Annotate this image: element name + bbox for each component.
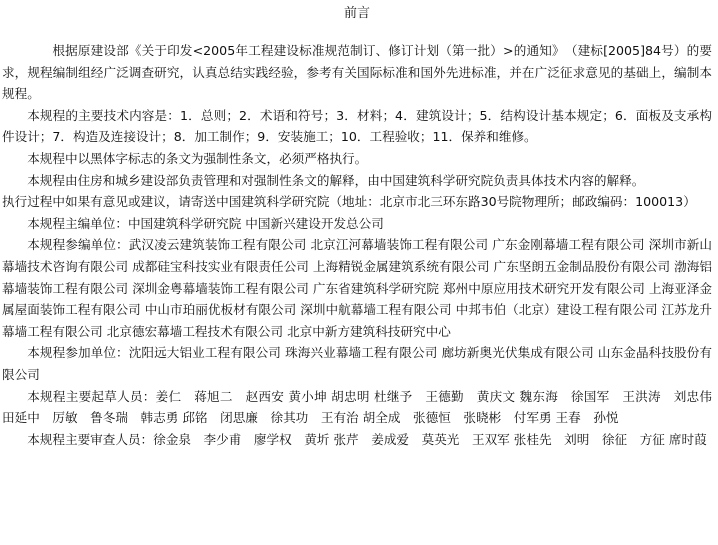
paragraph-chief-units: 本规程主编单位：中国建筑科学研究院 中国新兴建设开发总公司 — [27, 215, 384, 231]
paragraph-joining-units: 本规程参加单位：沈阳远大铝业工程有限公司 珠海兴业幕墙工程有限公司 廊坊新奥光伏集成有限公司 山东金晶科技股份有限公司 — [2, 345, 712, 382]
paragraph-drafters: 本规程主要起草人员：姜仁 蒋旭二 赵西安 黄小坤 胡忠明 杜继予 王德勤 黄庆文 魏东海 徐国军 王洪涛 刘忠伟 田延中 厉敏 鲁冬瑞 韩志勇 邱铭 闭思廉 徐其功 王有治 胡全成 张德恒 张晓彬 付军勇 王春 孙悦 — [2, 388, 712, 426]
paragraph-reviewers: 本规程主要审查人员：徐金泉 李少甫 廖学权 黄圻 张芹 姜成爱 莫英光 王双军 张桂先 刘明 徐征 方征 席时葭 — [27, 431, 707, 447]
paragraph-mandatory-clauses: 本规程中以黑体字标志的条文为强制性条文，必须严格执行。 — [27, 150, 368, 166]
page-title: 前言 — [343, 6, 370, 21]
paragraph-participating-units: 本规程参编单位：武汉凌云建筑装饰工程有限公司 北京江河幕墙装饰工程有限公司 广东金刚幕墙工程有限公司 深圳市新山幕墙技术咨询有限公司 成都硅宝科技实业有限责任公司 上海精锐金属建筑系统有限公司 广东坚朗五金制品股份有限公司 渤海铝幕墙装饰工程有限公司 深圳金粤幕墙装饰工程有限公司 广东省建筑科学研究院 郑州中原应用技术研究开发有限公司 上海亚泽金属屋面装饰工程有限公司 中山市珀丽优板材有限公司 深圳中航幕墙工程有限公司 中邦韦伯（北京）建设工程有限公司 江苏龙升幕墙工程有限公司 北京德宏幕墙工程技术有限公司 北京中新方建筑科技研究中心 — [2, 237, 712, 339]
paragraph-main-contents: 本规程的主要技术内容是：1．总则；2．术语和符号；3．材料；4．建筑设计；5．结构设计基本规定；6．面板及支承构件设计；7．构造及连接设计；8．加工制作；9．安装施工；10．工程验收；11．保养和维修。 — [2, 107, 712, 145]
paragraph-feedback-address: 执行过程中如果有意见或建议，请寄送中国建筑科学研究院（地址：北京市北三环东路30号院物理所；邮政编码：100013） — [2, 194, 696, 210]
paragraph-preface-basis: 根据原建设部《关于印发<2005年工程建设标准规范制订、修订计划（第一批）>的通知》 （建标[2005]84号）的要求，规程编制组经广泛调查研究，认真总结实践经验，参考有关国际标准和国外先进标准，并在广泛征求意见的基础上，编制本规程。 — [2, 43, 712, 102]
paragraph-management: 本规程由住房和城乡建设部负责管理和对强制性条文的解释，由中国建筑科学研究院负责具体技术内容的解释。 — [27, 172, 645, 188]
